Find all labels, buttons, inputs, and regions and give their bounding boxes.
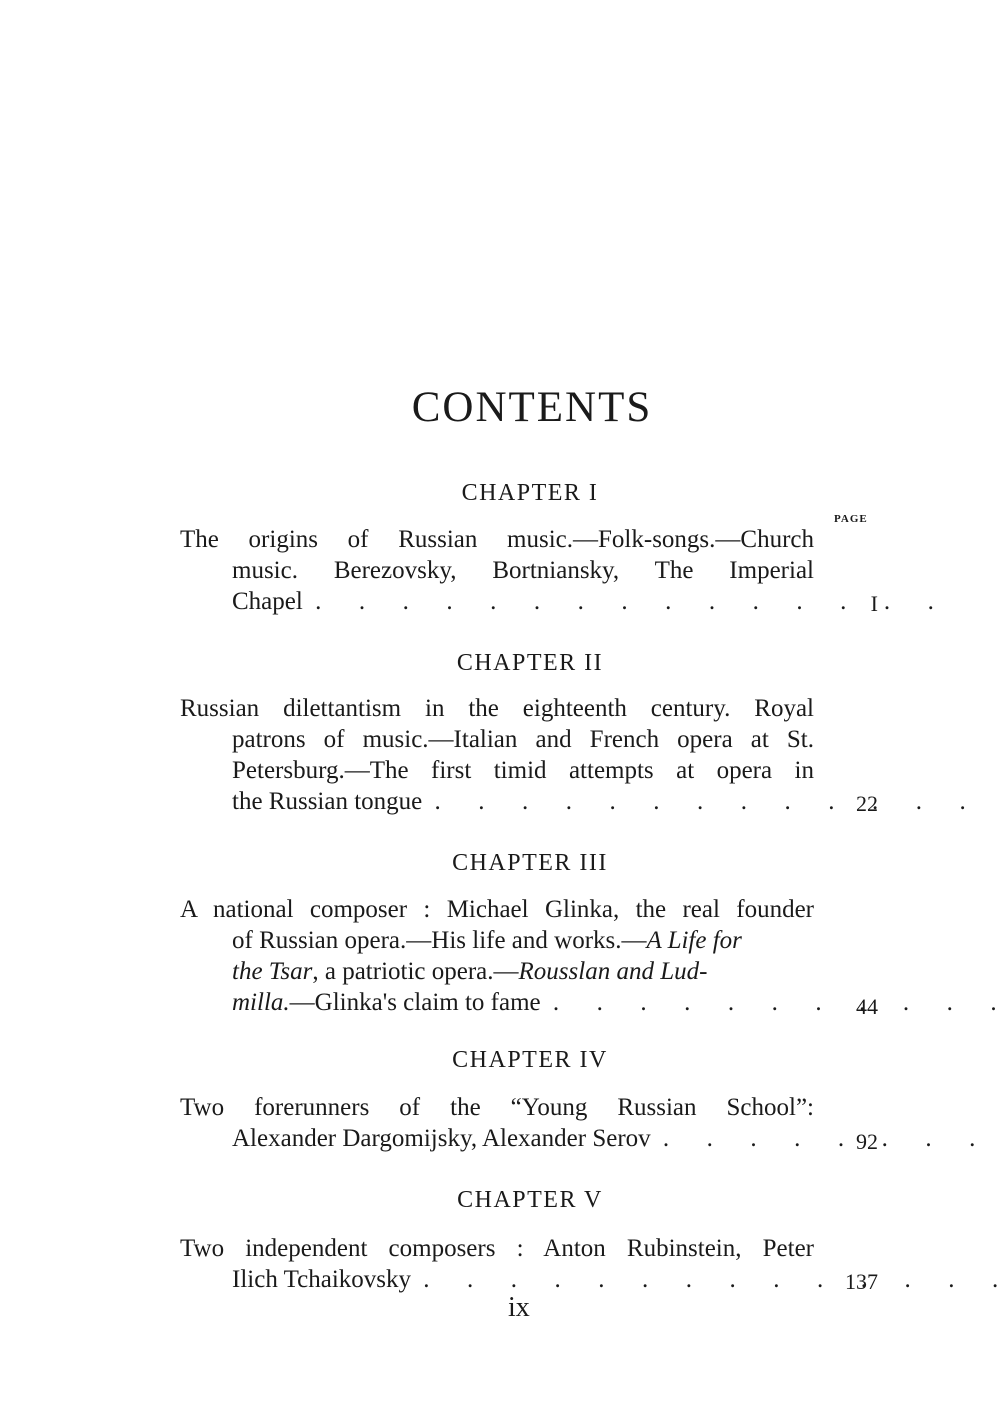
entry-line: Ilich Tchaikovsky bbox=[232, 1266, 412, 1293]
entry-line: Two forerunners of the “Young Russian School”: bbox=[180, 1094, 814, 1121]
entry-line: Russian dilettantism in the eighteenth century. Royal bbox=[180, 695, 814, 722]
entry-line: The origins of Russian music.—Folk-songs.—Church bbox=[180, 526, 814, 553]
italic-title: milla. bbox=[232, 989, 290, 1016]
entry-line-leader bbox=[180, 1123, 814, 1154]
entry-line: Chapel bbox=[232, 588, 303, 615]
entry-line: music. Berezovsky, Bortniansky, The Imperial bbox=[232, 557, 814, 584]
entry-text: , a patriotic opera.— bbox=[312, 958, 519, 985]
entry-line: A national composer : Michael Glinka, the real founder bbox=[180, 896, 814, 923]
entry-line-leader bbox=[180, 586, 814, 617]
toc-entry-1 bbox=[180, 524, 814, 617]
chapter-heading-5: CHAPTER V bbox=[457, 1187, 603, 1213]
page-number-2: 22 bbox=[856, 791, 878, 816]
page-column-label: PAGE bbox=[834, 513, 868, 525]
chapter-heading-2: CHAPTER II bbox=[456, 650, 604, 676]
entry-line bbox=[180, 956, 814, 987]
dot-leader bbox=[417, 1266, 1000, 1293]
toc-entry-4 bbox=[180, 1092, 814, 1154]
dot-leader bbox=[547, 989, 1000, 1016]
entry-text: of Russian opera.—His life and works.— bbox=[232, 927, 647, 954]
entry-line-leader bbox=[180, 1264, 814, 1295]
dot-leader bbox=[429, 788, 1000, 815]
italic-title: Rousslan and Lud- bbox=[518, 958, 708, 985]
page-number-5: 137 bbox=[845, 1269, 878, 1294]
entry-text: —Glinka's claim to fame bbox=[289, 989, 541, 1016]
folio-page-number: ix bbox=[508, 1292, 530, 1323]
entry-line: Two independent composers : Anton Rubinstein, Peter bbox=[180, 1235, 814, 1262]
entry-line bbox=[232, 989, 541, 1016]
page-number-3: 44 bbox=[856, 994, 878, 1019]
italic-title: the Tsar bbox=[232, 958, 313, 985]
entry-line: Petersburg.—The first timid attempts at opera in bbox=[232, 757, 814, 784]
toc-entry-3 bbox=[180, 894, 814, 1018]
entry-line: the Russian tongue bbox=[232, 788, 423, 815]
page-number-1: I bbox=[870, 591, 878, 616]
page-title: CONTENTS bbox=[411, 384, 653, 431]
chapter-heading-1: CHAPTER I bbox=[461, 480, 599, 506]
entry-line: Alexander Dargomijsky, Alexander Serov bbox=[232, 1125, 651, 1152]
entry-line bbox=[180, 925, 814, 956]
entry-line-leader bbox=[180, 786, 814, 817]
entry-line-leader bbox=[180, 987, 814, 1018]
entry-line: patrons of music.—Italian and French opera at St. bbox=[232, 726, 814, 753]
toc-entry-5 bbox=[180, 1233, 814, 1295]
page-number-4: 92 bbox=[856, 1129, 878, 1154]
toc-entry-2 bbox=[180, 693, 814, 817]
italic-title: A Life for bbox=[646, 927, 742, 954]
chapter-heading-4: CHAPTER IV bbox=[452, 1047, 608, 1073]
chapter-heading-3: CHAPTER III bbox=[452, 850, 608, 876]
